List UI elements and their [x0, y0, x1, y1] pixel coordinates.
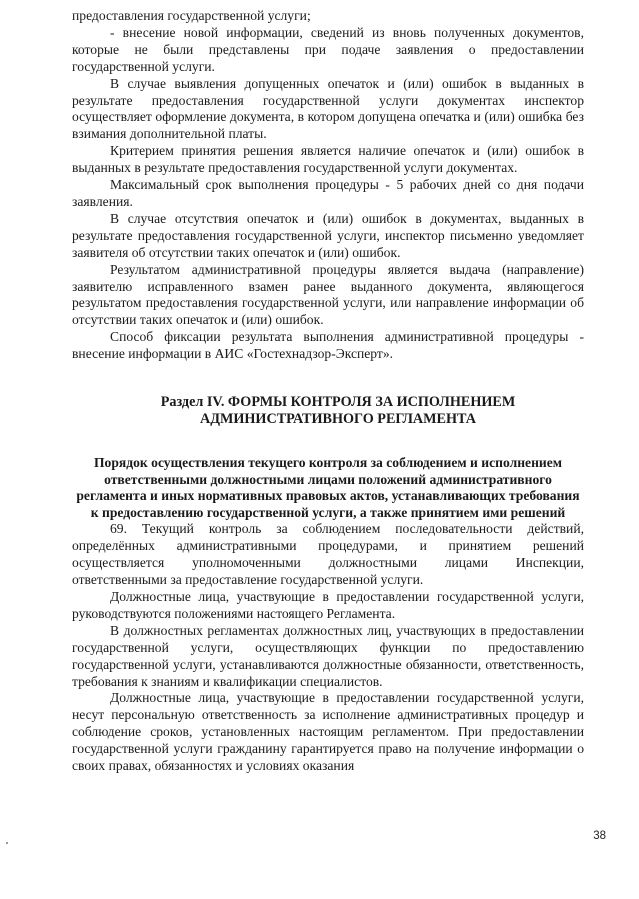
paragraph: 69. Текущий контроль за соблюдением последовательности действий, определённых административными процедурами, и принятием решений осуществляется уполномоченными должностными лицами Инспекции, ответственными за предоставление государственной услуги. [72, 521, 584, 588]
paragraph: В случае отсутствия опечаток и (или) ошибок в документах, выданных в результате предоставления государственной услуги, инспектор письменно уведомляет заявителя об отсутствии таких опечаток и (или) ошибок. [72, 210, 584, 260]
paragraph: Критерием принятия решения является наличие опечаток и (или) ошибок в выданных в результате предоставления государственной услуги документах. [72, 143, 584, 176]
section-heading-line-2: АДМИНИСТРАТИВНОГО РЕГЛАМЕНТА [199, 411, 477, 428]
paragraph: Должностные лица, участвующие в предоставлении государственной услуги, руководствуются положениями настоящего Регламента. [72, 589, 584, 621]
paragraph: В должностных регламентах должностных лиц, участвующих в предоставлении государственной услуги, осуществляющих функции по предоставлению государственной услуги, устанавливаются должностные обязанности, ответственность, требования к знаниям и квалификации специалистов. [72, 622, 584, 689]
list-item: - внесение новой информации, сведений из вновь полученных документов, которые не были представлены при подаче заявления о предоставлении государственной услуги. [72, 24, 584, 74]
paragraph: Способ фиксации результата выполнения административной процедуры - внесение информации в АИС «Гостехнадзор-Эксперт». [72, 329, 584, 362]
paragraph: Максимальный срок выполнения процедуры - 5 рабочих дней со дня подачи заявления. [72, 177, 584, 209]
paragraph: предоставления государственной услуги; [72, 8, 311, 23]
subsection-heading: Порядок осуществления текущего контроля за соблюдением и исполнением ответственными должностными лицами положений административного регламента и иных нормативных правовых актов, устанавливающих требования к предоставлению государственной услуги, а также принятием ими решений [76, 455, 580, 520]
document-page [72, 8, 584, 775]
section-heading-line-1: Раздел IV. ФОРМЫ КОНТРОЛЯ ЗА ИСПОЛНЕНИЕМ [160, 394, 516, 411]
section-heading [72, 394, 584, 428]
page-number: 38 [593, 830, 606, 842]
scan-dot [6, 842, 8, 844]
paragraph: Должностные лица, участвующие в предоставлении государственной услуги, несут персональную ответственность за исполнение административных процедур и соблюдение сроков, установленных настоящим регламентом. При предоставлении государственной услуги гражданину гарантируется право на получение информации о своих правах, обязанностях и условиях оказания [72, 690, 584, 774]
paragraph: В случае выявления допущенных опечаток и (или) ошибок в выданных в результате предоставления государственной услуги документах инспектор осуществляет оформление документа, в котором допущена опечатка и (или) ошибка без взимания дополнительной платы. [72, 75, 584, 142]
paragraph: Результатом административной процедуры является выдача (направление) заявителю исправленного взамен ранее выданного документа, являющегося результатом предоставления государственной услуги, или направление информации об отсутствии таких опечаток и (или) ошибок. [72, 261, 584, 328]
